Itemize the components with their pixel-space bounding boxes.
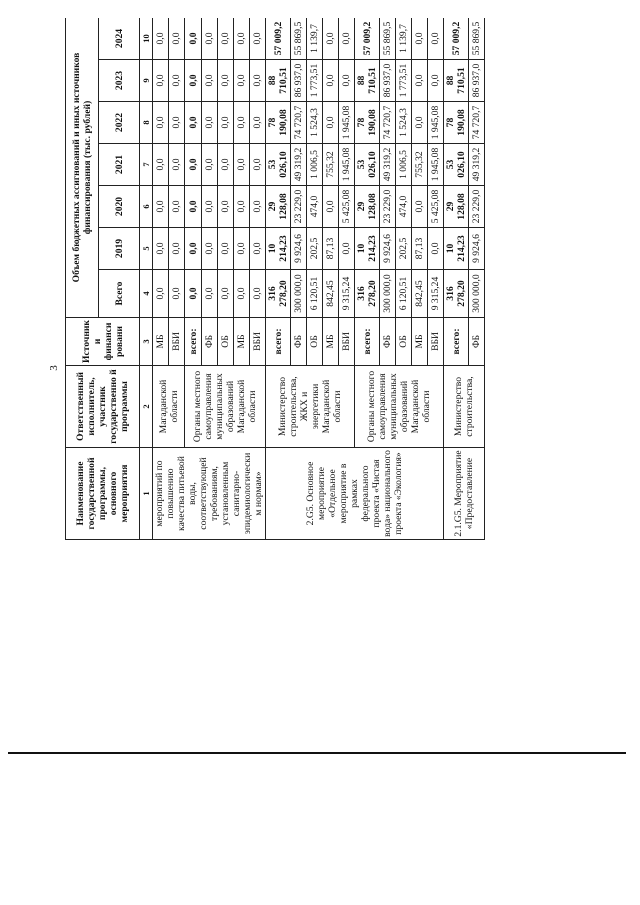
budget-table-page: [65, 18, 627, 540]
amount-cell: 9 315,24: [339, 270, 355, 318]
amount-cell: 0,0: [234, 186, 250, 228]
amount-cell: 1 773,51: [307, 60, 323, 102]
header-executor: Ответственный исполнитель, участник государственно й программы: [66, 366, 140, 448]
table-row: [153, 18, 169, 540]
amount-cell: 23 229,0: [469, 186, 485, 228]
program-name-cell: 2.1.G5. Мероприятие «Предоставление: [444, 448, 485, 540]
amount-cell: 0,0: [412, 186, 428, 228]
amount-cell: 0,0: [428, 60, 444, 102]
amount-cell: 300 000,0: [291, 270, 307, 318]
amount-cell: 0,0: [185, 228, 202, 270]
amount-cell: 0,0: [202, 228, 218, 270]
amount-cell: 88 710,51: [444, 60, 469, 102]
amount-cell: 202,5: [396, 228, 412, 270]
amount-cell: 87,13: [323, 228, 339, 270]
amount-cell: 0,0: [339, 18, 355, 60]
rotated-page-viewport: [65, 18, 627, 540]
column-number: 5: [140, 228, 153, 270]
amount-cell: 316 278,20: [266, 270, 291, 318]
amount-cell: 0,0: [185, 60, 202, 102]
header-year: 2024: [99, 18, 140, 60]
column-number: 2: [140, 366, 153, 448]
amount-cell: 0,0: [185, 186, 202, 228]
table-row: [266, 18, 291, 540]
amount-cell: 0,0: [218, 60, 234, 102]
amount-cell: 55 869,5: [380, 18, 396, 60]
amount-cell: 0,0: [428, 18, 444, 60]
amount-cell: 0,0: [169, 270, 185, 318]
amount-cell: 1 139,7: [307, 18, 323, 60]
amount-cell: 316 278,20: [444, 270, 469, 318]
amount-cell: 0,0: [412, 18, 428, 60]
column-number: 10: [140, 18, 153, 60]
funding-source-cell: ФБ: [380, 318, 396, 366]
program-name-cell: мероприятий по повышению качества питьевой воды, соответствующей требованиям, установленным санитарно-эпидемиологическим нормам»: [153, 448, 266, 540]
amount-cell: 0,0: [218, 270, 234, 318]
amount-cell: 86 937,0: [291, 60, 307, 102]
amount-cell: 78 190,08: [266, 102, 291, 144]
amount-cell: 202,5: [307, 228, 323, 270]
amount-cell: 0,0: [202, 18, 218, 60]
funding-source-cell: всего:: [355, 318, 380, 366]
funding-source-cell: МБ: [412, 318, 428, 366]
amount-cell: 0,0: [153, 270, 169, 318]
funding-source-cell: ВБИ: [428, 318, 444, 366]
amount-cell: 0,0: [250, 60, 266, 102]
header-funding-volume: Объем бюджетных ассигнований и иных источников финансирования (тыс. рублей): [66, 18, 99, 318]
amount-cell: 0,0: [185, 270, 202, 318]
amount-cell: 29 128,08: [355, 186, 380, 228]
amount-cell: 0,0: [169, 18, 185, 60]
amount-cell: 0,0: [218, 228, 234, 270]
amount-cell: 55 869,5: [291, 18, 307, 60]
column-numbers-row: [140, 18, 153, 540]
amount-cell: 0,0: [323, 102, 339, 144]
amount-cell: 0,0: [153, 18, 169, 60]
amount-cell: 86 937,0: [469, 60, 485, 102]
page-bottom-rule: [8, 752, 626, 754]
amount-cell: 10 214,23: [444, 228, 469, 270]
amount-cell: 1 945,08: [428, 102, 444, 144]
amount-cell: 300 000,0: [469, 270, 485, 318]
funding-source-cell: ОБ: [396, 318, 412, 366]
amount-cell: 0,0: [218, 18, 234, 60]
amount-cell: 0,0: [250, 270, 266, 318]
header-year: 2019: [99, 228, 140, 270]
amount-cell: 0,0: [153, 186, 169, 228]
header-funding-source: Источники финансировани: [66, 318, 140, 366]
amount-cell: 55 869,5: [469, 18, 485, 60]
column-number: 1: [140, 448, 153, 540]
amount-cell: 0,0: [153, 144, 169, 186]
amount-cell: 0,0: [169, 60, 185, 102]
amount-cell: 0,0: [153, 102, 169, 144]
amount-cell: 6 120,51: [307, 270, 323, 318]
amount-cell: 23 229,0: [380, 186, 396, 228]
funding-source-cell: ВБИ: [169, 318, 185, 366]
amount-cell: 0,0: [202, 60, 218, 102]
amount-cell: 0,0: [202, 144, 218, 186]
amount-cell: 9 924,6: [380, 228, 396, 270]
amount-cell: 1 524,3: [396, 102, 412, 144]
amount-cell: 0,0: [202, 186, 218, 228]
funding-source-cell: ФБ: [291, 318, 307, 366]
funding-source-cell: ВБИ: [250, 318, 266, 366]
header-year: 2023: [99, 60, 140, 102]
amount-cell: 0,0: [169, 102, 185, 144]
amount-cell: 0,0: [234, 102, 250, 144]
header-year: 2021: [99, 144, 140, 186]
header-total: Всего: [99, 270, 140, 318]
funding-source-cell: ВБИ: [339, 318, 355, 366]
column-number: 4: [140, 270, 153, 318]
amount-cell: 6 120,51: [396, 270, 412, 318]
amount-cell: 0,0: [185, 18, 202, 60]
amount-cell: 0,0: [202, 270, 218, 318]
amount-cell: 1 006,5: [396, 144, 412, 186]
column-number: 6: [140, 186, 153, 228]
executor-cell: Министерство строительства,: [444, 366, 485, 448]
page-number: 3: [48, 365, 60, 371]
amount-cell: 0,0: [250, 18, 266, 60]
amount-cell: 23 229,0: [291, 186, 307, 228]
table-row: [444, 18, 469, 540]
amount-cell: 755,32: [323, 144, 339, 186]
funding-source-cell: всего:: [444, 318, 469, 366]
amount-cell: 0,0: [153, 60, 169, 102]
amount-cell: 0,0: [339, 60, 355, 102]
amount-cell: 74 720,7: [291, 102, 307, 144]
amount-cell: 0,0: [250, 102, 266, 144]
amount-cell: 0,0: [234, 144, 250, 186]
amount-cell: 87,13: [412, 228, 428, 270]
amount-cell: 0,0: [169, 186, 185, 228]
amount-cell: 0,0: [250, 228, 266, 270]
amount-cell: 474,0: [307, 186, 323, 228]
amount-cell: 53 026,10: [266, 144, 291, 186]
amount-cell: 29 128,08: [266, 186, 291, 228]
column-number: 3: [140, 318, 153, 366]
amount-cell: 0,0: [185, 102, 202, 144]
amount-cell: 1 945,08: [339, 102, 355, 144]
amount-cell: 0,0: [169, 228, 185, 270]
funding-source-cell: ОБ: [218, 318, 234, 366]
amount-cell: 300 000,0: [380, 270, 396, 318]
amount-cell: 0,0: [202, 102, 218, 144]
column-number: 7: [140, 144, 153, 186]
amount-cell: 1 139,7: [396, 18, 412, 60]
funding-source-cell: ФБ: [202, 318, 218, 366]
amount-cell: 0,0: [250, 144, 266, 186]
amount-cell: 0,0: [412, 102, 428, 144]
amount-cell: 9 924,6: [291, 228, 307, 270]
program-name-cell: 2.G5. Основное мероприятие «Отдельное мероприятие в рамках федерального проекта «Чистая вода» национального проекта «Экология»: [266, 448, 444, 540]
amount-cell: 1 773,51: [396, 60, 412, 102]
header-year: 2020: [99, 186, 140, 228]
funding-table: [65, 18, 485, 540]
funding-source-cell: МБ: [323, 318, 339, 366]
amount-cell: 0,0: [169, 144, 185, 186]
column-number: 9: [140, 60, 153, 102]
header-program-name: Наименование государственной программы, основного мероприятия: [66, 448, 140, 540]
amount-cell: 0,0: [218, 102, 234, 144]
amount-cell: 0,0: [250, 186, 266, 228]
amount-cell: 0,0: [323, 60, 339, 102]
amount-cell: 0,0: [234, 18, 250, 60]
amount-cell: 53 026,10: [444, 144, 469, 186]
amount-cell: 49 319,2: [469, 144, 485, 186]
amount-cell: 86 937,0: [380, 60, 396, 102]
amount-cell: 0,0: [339, 228, 355, 270]
amount-cell: 0,0: [323, 18, 339, 60]
amount-cell: 88 710,51: [266, 60, 291, 102]
amount-cell: 0,0: [185, 144, 202, 186]
amount-cell: 57 009,2: [266, 18, 291, 60]
amount-cell: 5 425,08: [428, 186, 444, 228]
executor-cell: Органы местного самоуправления муниципальных образований Магаданской области: [355, 366, 444, 448]
amount-cell: 0,0: [234, 60, 250, 102]
amount-cell: 78 190,08: [444, 102, 469, 144]
funding-source-cell: ОБ: [307, 318, 323, 366]
amount-cell: 10 214,23: [266, 228, 291, 270]
amount-cell: 74 720,7: [380, 102, 396, 144]
amount-cell: 10 214,23: [355, 228, 380, 270]
amount-cell: 1 945,08: [428, 144, 444, 186]
amount-cell: 0,0: [428, 228, 444, 270]
amount-cell: 0,0: [153, 228, 169, 270]
amount-cell: 57 009,2: [355, 18, 380, 60]
column-number: 8: [140, 102, 153, 144]
amount-cell: 0,0: [234, 228, 250, 270]
amount-cell: 755,32: [412, 144, 428, 186]
funding-source-cell: МБ: [234, 318, 250, 366]
amount-cell: 1 006,5: [307, 144, 323, 186]
amount-cell: 74 720,7: [469, 102, 485, 144]
funding-source-cell: МБ: [153, 318, 169, 366]
executor-cell: Магаданской области: [153, 366, 185, 448]
amount-cell: 842,45: [323, 270, 339, 318]
amount-cell: 1 524,3: [307, 102, 323, 144]
funding-source-cell: всего:: [266, 318, 291, 366]
amount-cell: 49 319,2: [291, 144, 307, 186]
amount-cell: 474,0: [396, 186, 412, 228]
header-year: 2022: [99, 102, 140, 144]
funding-source-cell: всего:: [185, 318, 202, 366]
amount-cell: 0,0: [323, 186, 339, 228]
funding-source-cell: ФБ: [469, 318, 485, 366]
amount-cell: 78 190,08: [355, 102, 380, 144]
amount-cell: 316 278,20: [355, 270, 380, 318]
executor-cell: Органы местного самоуправления муниципальных образований Магаданской области: [185, 366, 266, 448]
amount-cell: 5 425,08: [339, 186, 355, 228]
amount-cell: 88 710,51: [355, 60, 380, 102]
amount-cell: 53 026,10: [355, 144, 380, 186]
amount-cell: 9 315,24: [428, 270, 444, 318]
amount-cell: 842,45: [412, 270, 428, 318]
amount-cell: 49 319,2: [380, 144, 396, 186]
amount-cell: 0,0: [218, 144, 234, 186]
amount-cell: 0,0: [234, 270, 250, 318]
amount-cell: 1 945,08: [339, 144, 355, 186]
amount-cell: 0,0: [218, 186, 234, 228]
amount-cell: 57 009,2: [444, 18, 469, 60]
amount-cell: 0,0: [412, 60, 428, 102]
amount-cell: 29 128,08: [444, 186, 469, 228]
executor-cell: Министерство строительства, ЖКХ и энергетики Магаданской области: [266, 366, 355, 448]
amount-cell: 9 924,6: [469, 228, 485, 270]
